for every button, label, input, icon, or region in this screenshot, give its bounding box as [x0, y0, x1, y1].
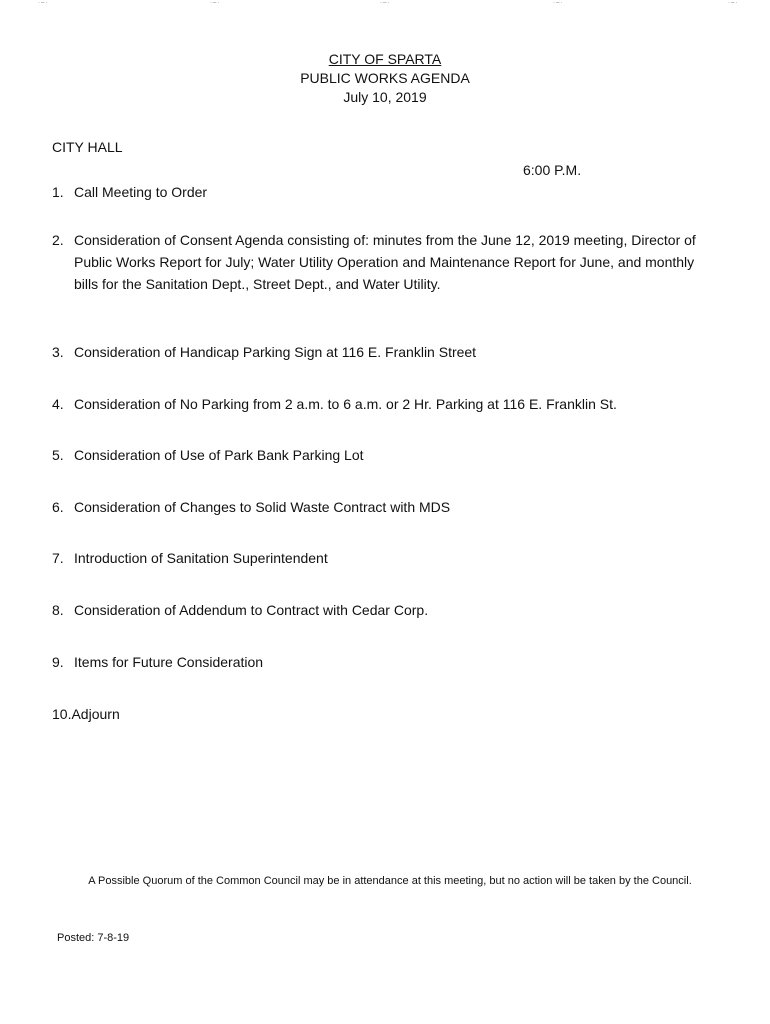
agenda-item — [52, 181, 722, 203]
agenda-item-text: Call Meeting to Order — [74, 184, 208, 200]
agenda-item-text: Consideration of Handicap Parking Sign at 116 E. Franklin Street — [74, 344, 477, 360]
agenda-item — [52, 651, 722, 673]
agenda-item-number: 8. — [52, 602, 64, 618]
scan-mark: ·–· — [553, 0, 564, 6]
document-header — [0, 50, 770, 107]
agenda-item — [52, 547, 722, 569]
agenda-item-text: Consideration of Use of Park Bank Parking Lot — [74, 447, 364, 463]
agenda-title: PUBLIC WORKS AGENDA — [300, 70, 470, 86]
agenda-item-number: 4. — [52, 396, 64, 412]
agenda-item — [52, 496, 722, 518]
scan-mark: ·–· — [380, 0, 391, 6]
scan-mark: ·–· — [210, 0, 221, 6]
agenda-item-number: 9. — [52, 654, 64, 670]
meeting-location: CITY HALL — [52, 139, 123, 155]
agenda-item — [52, 599, 722, 621]
city-title: CITY OF SPARTA — [328, 51, 442, 67]
agenda-item-number: 5. — [52, 447, 64, 463]
agenda-item-number: 1. — [52, 184, 64, 200]
meeting-time: 6:00 P.M. — [523, 162, 582, 178]
quorum-notice: A Possible Quorum of the Common Council may be in attendance at this meeting, but no action will be taken by the Council. — [88, 875, 692, 887]
agenda-item-number: 10. — [52, 706, 72, 722]
meeting-date: July 10, 2019 — [343, 89, 427, 105]
agenda-item-text: Consideration of No Parking from 2 a.m. to 6 a.m. or 2 Hr. Parking at 116 E. Franklin St. — [74, 396, 617, 412]
agenda-item-text: Items for Future Consideration — [74, 654, 264, 670]
agenda-item — [52, 444, 722, 466]
agenda-item-text: Consideration of Consent Agenda consisting of: minutes from the June 12, 2019 meeting, Director of Public Works Report for July; Water Utility Operation and Maintenance Report for June, and monthly bills for the Sanitation Dept., Street Dept., and Water Utility. — [74, 232, 696, 292]
agenda-item-text: Consideration of Addendum to Contract with Cedar Corp. — [74, 602, 429, 618]
scan-mark: ·–· — [728, 0, 739, 6]
agenda-item-text: Adjourn — [71, 706, 120, 722]
agenda-item — [52, 703, 722, 725]
agenda-item-text: Introduction of Sanitation Superintendent — [74, 550, 328, 566]
agenda-item — [52, 229, 722, 295]
agenda-item-text: Consideration of Changes to Solid Waste Contract with MDS — [74, 499, 451, 515]
agenda-item — [52, 341, 722, 363]
agenda-item-number: 7. — [52, 550, 64, 566]
agenda-item-number: 3. — [52, 344, 64, 360]
scan-mark: ·–· — [38, 0, 49, 6]
agenda-item-number: 6. — [52, 499, 64, 515]
agenda-item-number: 2. — [52, 232, 64, 248]
agenda-item — [52, 393, 722, 415]
posted-date: Posted: 7-8-19 — [57, 932, 130, 944]
